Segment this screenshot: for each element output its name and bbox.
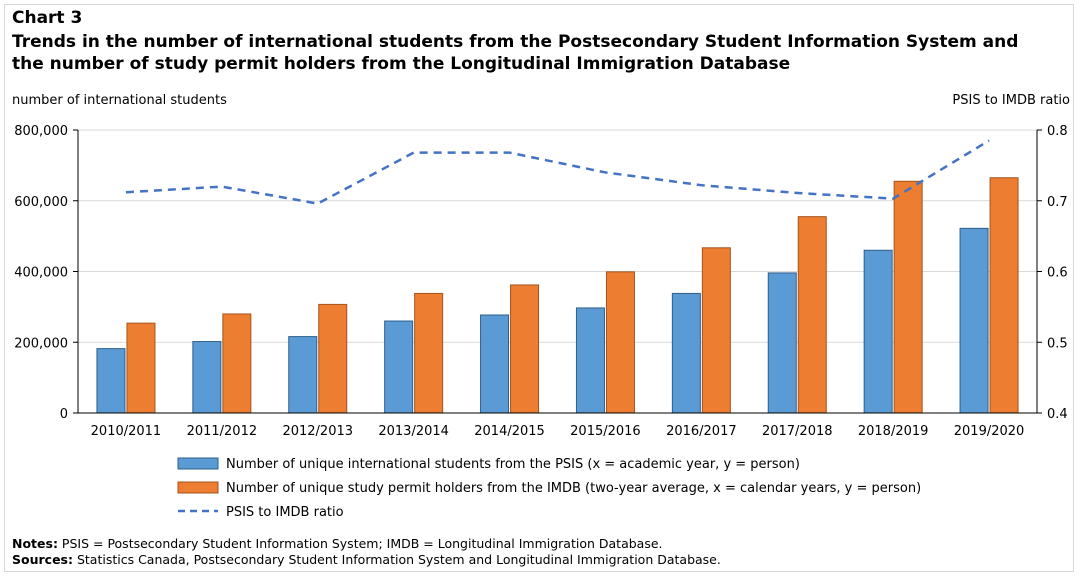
bar-imdb: [223, 314, 251, 413]
bar-imdb: [415, 293, 443, 413]
bar-psis: [864, 250, 892, 413]
y2-tick-label: 0.7: [1047, 194, 1068, 210]
bar-imdb: [127, 323, 155, 413]
bar-psis: [385, 321, 413, 413]
y-tick-label: 200,000: [14, 336, 68, 352]
notes-line: [12, 536, 721, 552]
x-tick-label: 2016/2017: [666, 424, 737, 439]
bar-psis: [576, 308, 604, 413]
y2-ticks: [1047, 124, 1068, 422]
bar-imdb: [319, 304, 347, 413]
notes-text: PSIS = Postsecondary Student Information System; IMDB = Longitudinal Immigration Database.: [57, 536, 663, 551]
x-ticks: [91, 424, 1025, 439]
y-tick-label: 600,000: [14, 194, 68, 210]
legend-label-imdb: Number of unique study permit holders from the IMDB (two-year average, x = calendar years, y = person): [226, 481, 922, 496]
bar-imdb: [606, 272, 634, 413]
chart-title-line-2: the number of study permit holders from the Longitudinal Immigration Database: [12, 54, 791, 74]
gridlines: [78, 130, 1037, 342]
y2-tick-label: 0.6: [1047, 265, 1068, 281]
legend-swatch-psis: [178, 458, 218, 469]
x-tick-label: 2013/2014: [378, 424, 449, 439]
legend: [178, 457, 921, 520]
y2-tick-label: 0.8: [1047, 124, 1068, 139]
y-axis-label: number of international students: [12, 93, 227, 108]
legend-label-psis: Number of unique international students from the PSIS (x = academic year, y = person): [226, 457, 800, 472]
legend-label-ratio: PSIS to IMDB ratio: [226, 505, 344, 520]
bar-imdb: [798, 217, 826, 413]
bar-psis: [768, 273, 796, 413]
x-tick-label: 2018/2019: [857, 424, 929, 439]
x-tick-label: 2019/2020: [953, 424, 1025, 439]
sources-text: Statistics Canada, Postsecondary Student Information System and Longitudinal Immigration Database.: [72, 552, 721, 567]
bar-psis: [960, 228, 988, 413]
x-tick-label: 2012/2013: [282, 424, 354, 439]
bar-psis: [289, 337, 317, 413]
x-tick-label: 2017/2018: [761, 424, 833, 439]
y2-axis-label: PSIS to IMDB ratio: [952, 93, 1070, 108]
bars: [97, 178, 1018, 413]
ratio-line: [126, 141, 989, 204]
y-tick-label: 800,000: [14, 124, 68, 139]
y-ticks: [14, 124, 68, 422]
y2-tick-label: 0.5: [1047, 336, 1068, 352]
legend-swatch-imdb: [178, 482, 218, 493]
bar-psis: [481, 315, 509, 413]
x-tick-label: 2015/2016: [570, 424, 641, 439]
bar-imdb: [894, 181, 922, 413]
sources-label: Sources:: [12, 552, 73, 567]
notes-label: Notes:: [12, 536, 58, 551]
y-tick-label: 400,000: [14, 265, 68, 281]
bar-psis: [672, 293, 700, 413]
y-tick-label: 0: [59, 407, 68, 422]
bar-imdb: [702, 248, 730, 413]
bar-psis: [97, 349, 125, 413]
bar-imdb: [511, 285, 539, 413]
bar-psis: [193, 342, 221, 413]
x-tick-label: 2011/2012: [186, 424, 258, 439]
ratio-series-line: [126, 141, 989, 204]
x-tick-label: 2010/2011: [90, 424, 162, 439]
notes-block: [12, 536, 721, 568]
bar-imdb: [990, 178, 1018, 413]
x-tick-label: 2014/2015: [474, 424, 545, 439]
chart-title-line-1: Trends in the number of international students from the Postsecondary Student Information System and: [12, 32, 1019, 52]
chart-number: Chart 3: [12, 8, 83, 28]
y2-tick-label: 0.4: [1047, 407, 1068, 422]
sources-line: [12, 552, 721, 568]
